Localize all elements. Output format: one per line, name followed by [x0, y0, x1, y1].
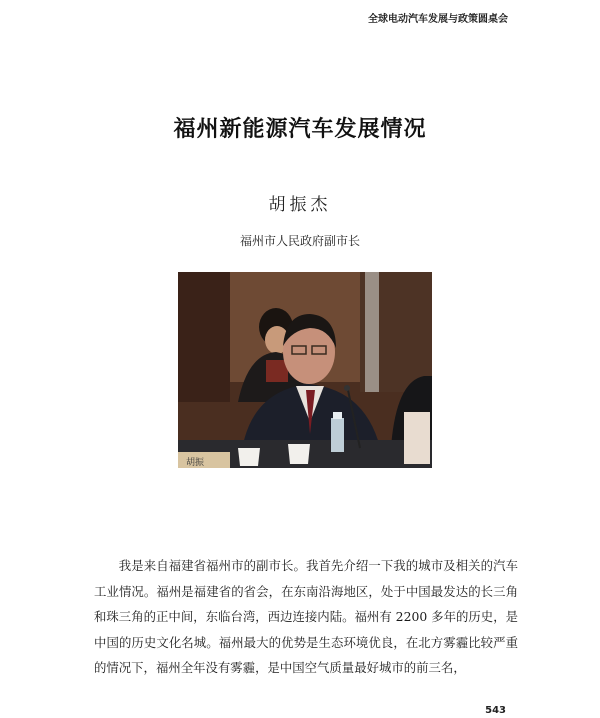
- article-title: 福州新能源汽车发展情况: [173, 117, 427, 142]
- name-card-text: 胡振: [186, 458, 205, 468]
- author-affiliation: 福州市人民政府副市长: [239, 234, 360, 248]
- article-body: [94, 553, 518, 681]
- body-paragraph: 我是来自福建省福州市的副市长。我首先介绍一下我的城市及相关的汽车工业情况。福州是福建省的省会，在东南沿海地区，处于中国最发达的长三角和珠三角的正中间，东临台湾，西边连接内陆。福州有 2200 多年的历史，是中国的历史文化名城。福州最大的优势是生态环境优良，在北方雾霾比较严重的情况下，福州全年没有雾霾，是中国空气质量最好城市的前三名，: [94, 558, 518, 675]
- page-number: 543: [485, 705, 506, 716]
- running-header: 全球电动汽车发展与政策圆桌会: [368, 14, 508, 25]
- speaker-photo: [178, 272, 432, 468]
- author-name: 胡振杰: [268, 195, 332, 215]
